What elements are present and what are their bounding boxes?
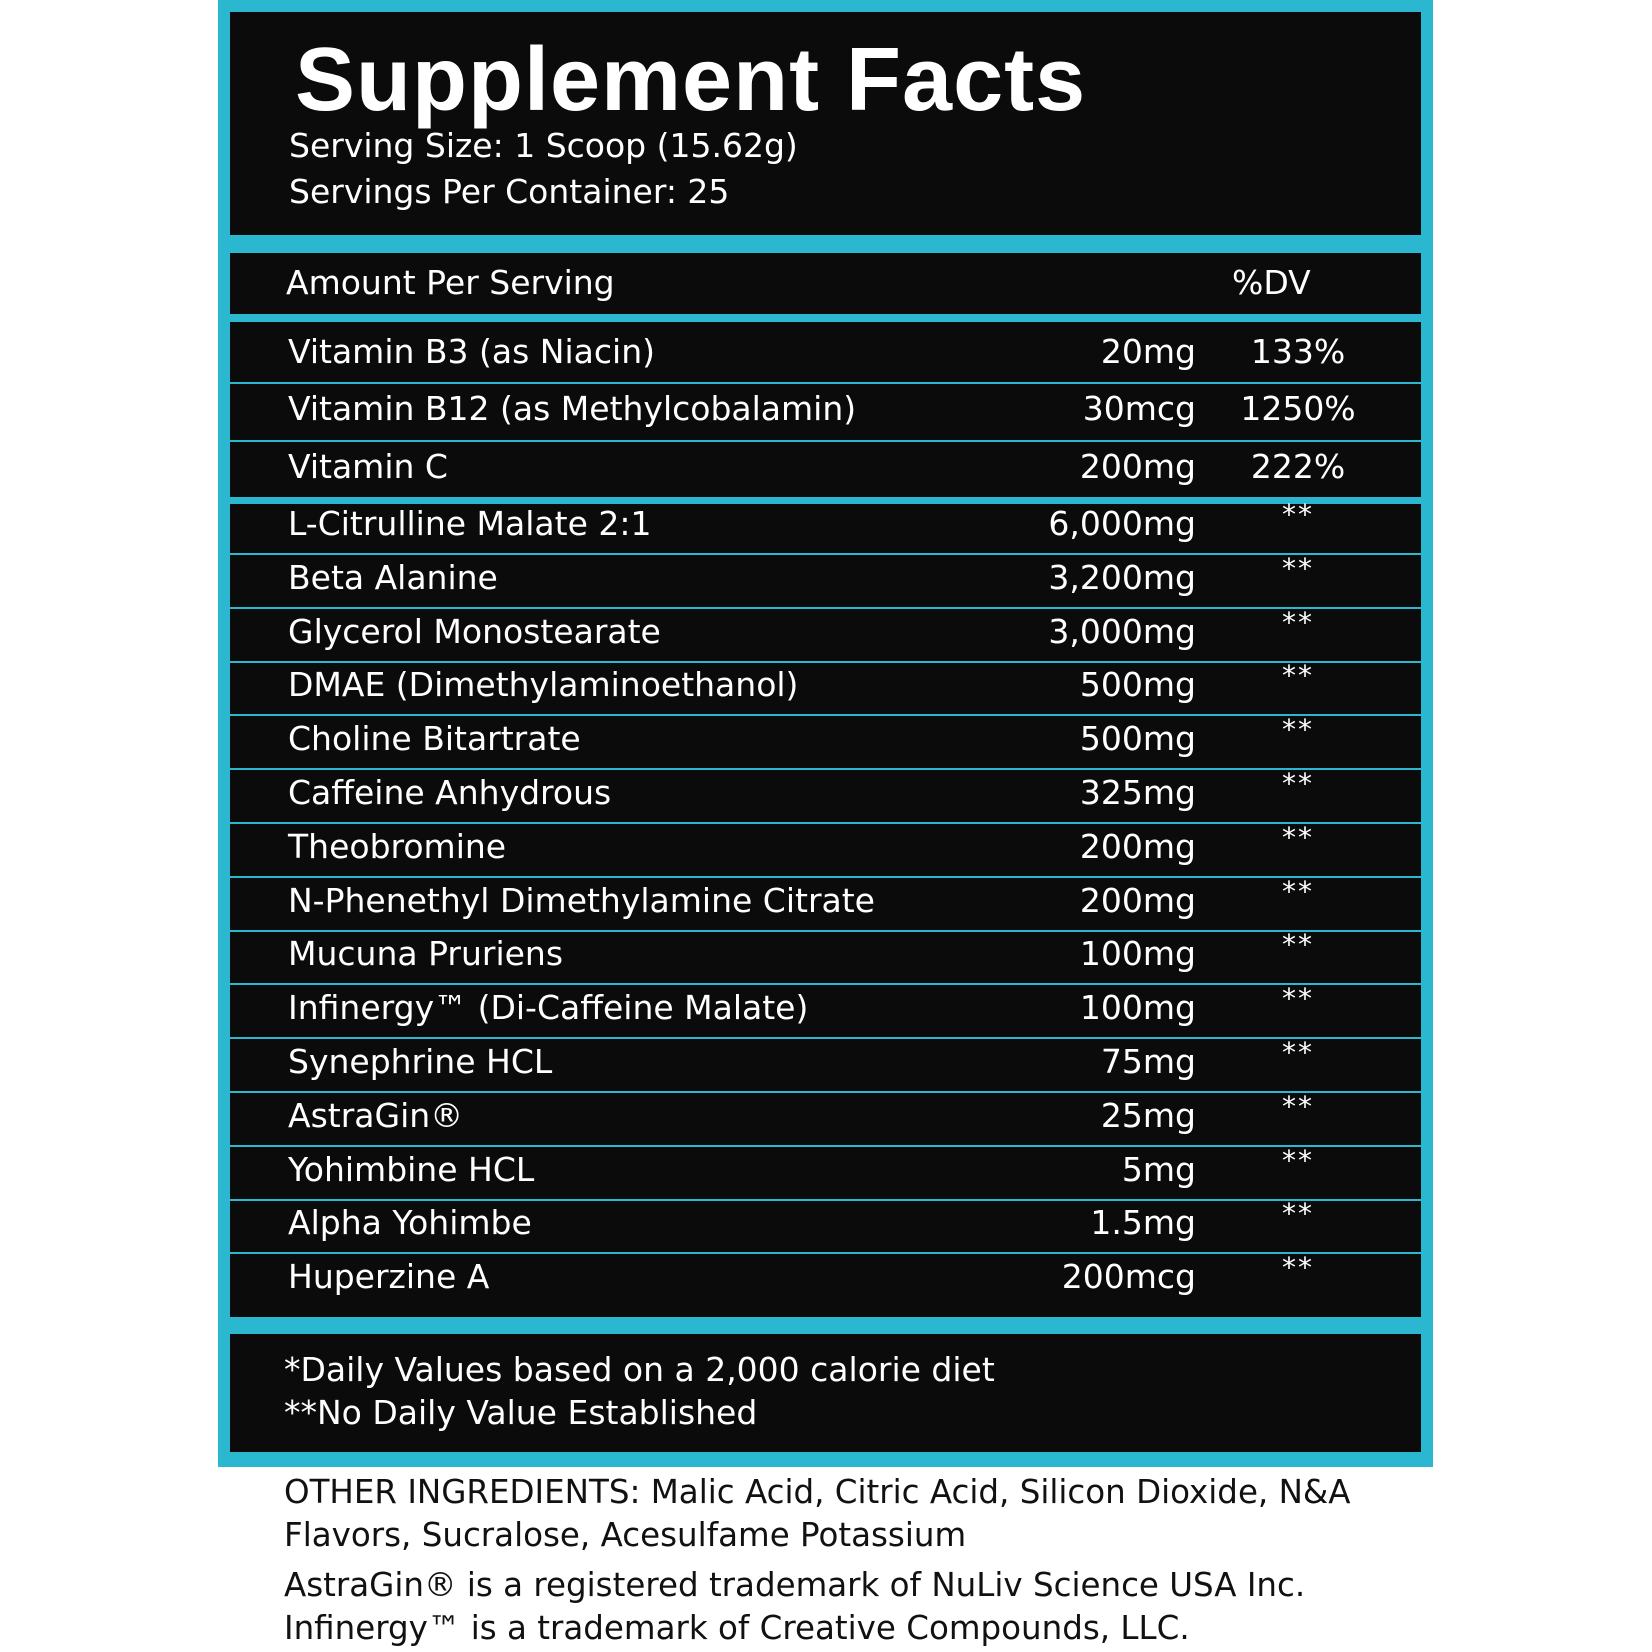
ingredient-name: N-Phenethyl Dimethylamine Citrate: [288, 881, 875, 920]
ingredient-dv: **: [1282, 1036, 1314, 1069]
footnote-panel: [230, 1334, 1421, 1452]
ingredient-dv: **: [1282, 552, 1314, 585]
ingredient-dv: **: [1282, 1144, 1314, 1177]
ingredient-row: [230, 498, 1421, 548]
ingredient-name: L-Citrulline Malate 2:1: [288, 504, 652, 543]
daily-values-footnote: *Daily Values based on a 2,000 calorie diet: [284, 1350, 995, 1389]
ingredient-amount: 3,000mg: [1048, 612, 1196, 651]
ingredient-row: [230, 332, 1421, 376]
ingredient-amount: 325mg: [1079, 773, 1196, 812]
ingredient-name: Glycerol Monostearate: [288, 612, 661, 651]
ingredient-row: [230, 447, 1421, 491]
ingredients-panel: [230, 322, 1421, 1317]
ingredient-amount: 200mg: [1079, 827, 1196, 866]
ingredient-name: AstraGin®: [288, 1096, 464, 1135]
other-ingredients: [284, 1471, 1404, 1557]
ingredient-dv: **: [1282, 1251, 1314, 1284]
ingredient-row: [230, 767, 1421, 817]
ingredient-name: Theobromine: [288, 827, 507, 866]
ingredient-row: [230, 713, 1421, 763]
ingredient-amount: 200mg: [1079, 447, 1196, 486]
ingredient-name: Synephrine HCL: [288, 1042, 553, 1081]
ingredient-dv: **: [1282, 875, 1314, 908]
trademark-line: AstraGin® is a registered trademark of NuLiv Science USA Inc.: [284, 1566, 1306, 1604]
header-panel: [230, 12, 1421, 235]
ingredient-amount: 30mcg: [1082, 389, 1196, 428]
ingredient-dv: **: [1282, 767, 1314, 800]
ingredient-name: Huperzine A: [288, 1257, 490, 1296]
ingredient-row: [230, 1144, 1421, 1194]
ingredient-name: Vitamin B3 (as Niacin): [288, 332, 655, 371]
ingredient-row: [230, 875, 1421, 925]
ingredient-row: [230, 389, 1421, 433]
ingredient-dv: **: [1282, 1090, 1314, 1123]
ingredient-name: Infinergy™ (Di-Caffeine Malate): [288, 988, 809, 1027]
ingredient-row: [230, 928, 1421, 978]
ingredient-name: Alpha Yohimbe: [288, 1203, 532, 1242]
no-daily-value-footnote: **No Daily Value Established: [284, 1393, 758, 1432]
ingredient-amount: 75mg: [1100, 1042, 1196, 1081]
ingredient-dv: **: [1282, 1197, 1314, 1230]
servings-per-container: Servings Per Container: 25: [289, 172, 730, 211]
ingredient-row: [230, 1251, 1421, 1301]
ingredient-row: [230, 1036, 1421, 1086]
ingredient-dv: **: [1282, 606, 1314, 639]
ingredient-amount: 5mg: [1121, 1150, 1196, 1189]
ingredient-row: [230, 1197, 1421, 1247]
ingredient-amount: 1.5mg: [1090, 1203, 1196, 1242]
ingredient-amount: 20mg: [1100, 332, 1196, 371]
ingredient-name: Beta Alanine: [288, 558, 498, 597]
ingredient-amount: 500mg: [1079, 665, 1196, 704]
row-divider: [230, 382, 1421, 384]
ingredient-amount: 100mg: [1079, 988, 1196, 1027]
ingredient-name: Choline Bitartrate: [288, 719, 581, 758]
serving-size: Serving Size: 1 Scoop (15.62g): [289, 126, 798, 165]
ingredient-dv: 133%: [1250, 332, 1346, 371]
row-divider: [230, 440, 1421, 442]
ingredient-row: [230, 606, 1421, 656]
ingredient-amount: 500mg: [1079, 719, 1196, 758]
ingredient-dv: 222%: [1250, 447, 1346, 486]
ingredient-amount: 6,000mg: [1048, 504, 1196, 543]
ingredient-dv: 1250%: [1240, 389, 1356, 428]
ingredient-dv: **: [1282, 659, 1314, 692]
ingredient-row: [230, 552, 1421, 602]
ingredient-amount: 3,200mg: [1048, 558, 1196, 597]
ingredient-name: Vitamin B12 (as Methylcobalamin): [288, 389, 857, 428]
ingredient-row: [230, 821, 1421, 871]
ingredient-dv: **: [1282, 821, 1314, 854]
supplement-facts-label: [218, 0, 1433, 1467]
other-ingredients-line: OTHER INGREDIENTS: Malic Acid, Citric Acid, Silicon Dioxide, N&A: [284, 1473, 1351, 1511]
ingredient-amount: 200mcg: [1061, 1257, 1196, 1296]
ingredient-amount: 200mg: [1079, 881, 1196, 920]
page-title: Supplement Facts: [295, 30, 1087, 130]
ingredient-name: Vitamin C: [288, 447, 448, 486]
trademark-line: Infinergy™ is a trademark of Creative Compounds, LLC.: [284, 1609, 1190, 1647]
ingredient-dv: **: [1282, 982, 1314, 1015]
ingredient-name: DMAE (Dimethylaminoethanol): [288, 665, 799, 704]
ingredient-amount: 100mg: [1079, 934, 1196, 973]
amount-header-panel: [230, 253, 1421, 314]
ingredient-name: Caffeine Anhydrous: [288, 773, 612, 812]
ingredient-row: [230, 659, 1421, 709]
ingredient-row: [230, 982, 1421, 1032]
ingredient-amount: 25mg: [1100, 1096, 1196, 1135]
ingredient-dv: **: [1282, 713, 1314, 746]
ingredient-dv: **: [1282, 928, 1314, 961]
ingredient-row: [230, 1090, 1421, 1140]
ingredient-name: Mucuna Pruriens: [288, 934, 564, 973]
other-ingredients-line: Flavors, Sucralose, Acesulfame Potassium: [284, 1516, 967, 1554]
amount-per-serving-heading: Amount Per Serving: [286, 263, 615, 302]
ingredient-dv: **: [1282, 498, 1314, 531]
ingredient-name: Yohimbine HCL: [288, 1150, 535, 1189]
dv-heading: %DV: [1232, 263, 1311, 302]
trademark-notice: [284, 1564, 1404, 1650]
